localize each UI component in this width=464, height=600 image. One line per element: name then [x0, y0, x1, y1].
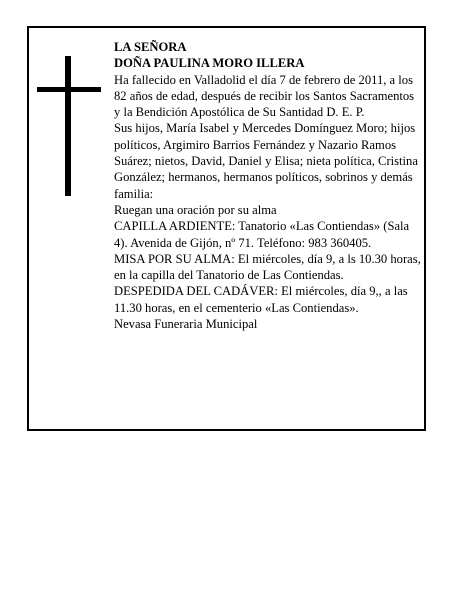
cross-icon — [37, 56, 101, 196]
farewell-info: DESPEDIDA DEL CADÁVER: El miércoles, día 9,, a las 11.30 horas, en el cementerio «Las Contiendas». — [114, 284, 408, 315]
funeral-home: Nevasa Funeraria Municipal — [114, 317, 258, 332]
family-list: Sus hijos, María Isabel y Mercedes Domínguez Moro; hijos políticos, Argimiro Barrios Fernández y Nazario Ramos Suárez; nietos, David, Daniel y Elisa; nieta política, Cristina González; hermanos, hermanos políticos, sobrinos y demás familia: — [114, 121, 418, 201]
cross-horizontal-bar — [37, 87, 101, 92]
death-announcement: Ha fallecido en Valladolid el día 7 de febrero de 2011, a los 82 años de edad, después de recibir los Santos Sacramentos y la Bendición Apostólica de Su Santidad D. E. P. — [114, 72, 415, 120]
prayer-request: Ruegan una oración por su alma — [114, 202, 277, 217]
cross-vertical-bar — [65, 56, 71, 196]
obituary-text — [114, 39, 422, 332]
deceased-name: DOÑA PAULINA MORO ILLERA — [114, 56, 305, 71]
notice-title: LA SEÑORA — [114, 40, 187, 54]
mass-info: MISA POR SU ALMA: El miércoles, día 9, a ls 10.30 horas, en la capilla del Tanatorio de Las Contiendas. — [114, 251, 421, 283]
chapel-info: CAPILLA ARDIENTE: Tanatorio «Las Contiendas» (Sala 4). Avenida de Gijón, nº 71. Teléfono: 983 360405. — [114, 219, 410, 250]
